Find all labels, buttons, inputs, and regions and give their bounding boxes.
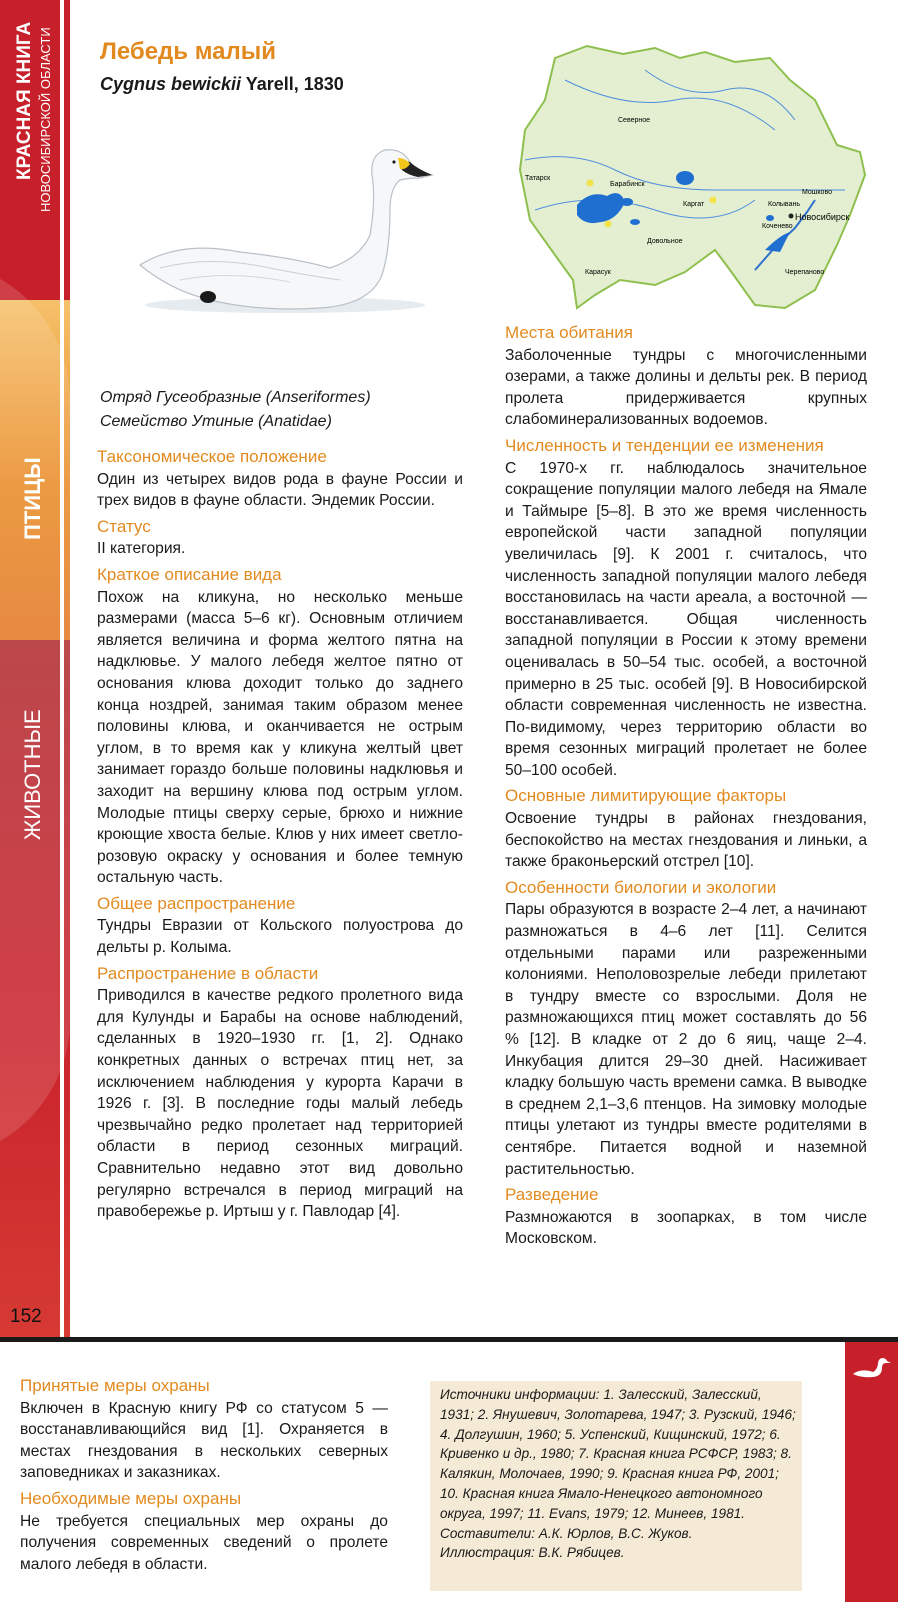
species-scientific-name — [100, 74, 344, 95]
section-heading: Основные лимитирующие факторы — [505, 786, 787, 806]
swan-logo-icon — [851, 1356, 893, 1380]
record-dot-3 — [710, 197, 717, 204]
section-text: Включен в Красную книгу РФ со статусом 5 — восстанавливающийся вид [1]. Охраняется в местах гнездования в нескольких северных заповедниках и заказниках. — [20, 1399, 388, 1482]
section-animals-label: ЖИВОТНЫЕ — [20, 709, 45, 840]
section-text: Тундры Евразии от Кольского полуострова до дельты р. Колыма. — [97, 917, 463, 957]
section-heading: Разведение — [505, 1185, 599, 1205]
section-text: Пары образуются в возрасте 2–4 лет, а начинают размножаться в 4–6 лет [11]. Селится отдельными парами или разреженными колониями. Неполовозрелые лебеди прилетают в тундру вместе со взрослыми. Доля не размножающихся птиц может составлять до 56 % [12]. В кладке от 2 до 6 яиц, чаще 2–4. Инкубация длится 29–30 дней. Насиживает кладку большую часть времени самка. В выводке в среднем 2,1–3,6 птенцов. На зимовку молодые птицы улетают из тундры вместе родителями в сентябре. Питается водной и наземной растительностью. — [505, 901, 867, 1178]
lake-1 — [676, 171, 694, 185]
book-region: НОВОСИБИРСКОЙ ОБЛАСТИ — [38, 27, 53, 212]
map-label: Северное — [618, 117, 651, 124]
compilers: Составители: А.К. Юрлов, В.С. Жуков. — [440, 1525, 693, 1541]
latin-name: Cygnus bewickii — [100, 74, 242, 94]
family-line: Семейство Утиные (Anatidae) — [100, 413, 332, 430]
bottom-left-column — [20, 1371, 388, 1575]
section-text: Приводился в качестве редкого пролетного вида для Кулунды и Барабы на основе наблюдений, сделанных в 1920–1930 гг. [1, 2]. Однако конкретных данных о встречах птиц нет, за исключением наблюдения у курорта Карачи в 1926 г. [3]. В последние годы малый лебедь чрезвычайно редко пролетает над территорией области в период сезонных миграций. Сравнительно недавно этот вид довольно регулярно встречался в период миграций на правобережье р. Иртыш у г. Павлодар [4]. — [97, 987, 463, 1221]
swan-eye — [392, 160, 395, 163]
map-label: Татарск — [525, 175, 551, 182]
section-heading: Особенности биологии и экологии — [505, 877, 777, 897]
section-text: Размножаются в зоопарках, в том числе Московском. — [505, 1208, 867, 1248]
lake-3 — [630, 219, 640, 225]
species-author: Yarell, 1830 — [245, 74, 344, 94]
section-heading: Принятые меры охраны — [20, 1376, 210, 1395]
map-label: Мошково — [802, 189, 832, 196]
section-birds-label: ПТИЦЫ — [20, 457, 45, 540]
section-heading: Таксономическое положение — [97, 447, 327, 466]
section-heading: Распространение в области — [97, 963, 319, 983]
left-column — [97, 442, 463, 1223]
section-text: Похож на кликуна, но несколько меньше размерами (масса 5–6 кг). Основным отличием является величина и форма желтого пятна на надклювье. У малого лебедя желтое пятно от основания клюва доходит только до заднего конца ноздрей, занимая таким образом менее половины клюва, и оканчивается не острым углом, в то время как у кликуна желтый цвет занимает гораздо больше половины надклювья и заходит на вершину клюва под острым углом. Молодые птицы сверху серые, брюхо и нижние кроющие хвоста белые. Клюв у них имеет светло-розовую окраску у основания и более темную остальную часть. — [97, 588, 463, 887]
sidebar-divider — [60, 0, 64, 1337]
map-label: Довольное — [647, 238, 683, 245]
page-number: 152 — [10, 1306, 42, 1327]
section-text: Освоение тундры в районах гнездования, беспокойство на местах гнездования и линьки, а также браконьерский отстрел [10]. — [505, 810, 867, 871]
sources-list: Источники информации: 1. Залесский, Залесский, 1931; 2. Янушевич, Золотарева, 1947; 3. Рузский, 1946; 4. Долгушин, 1960; 5. Успенский, Кищинский, 1972; 6. Кривенко и др., 1980; 7. Красная книга РСФСР, 1983; 8. Калякин, Молочаев, 1990; 9. Красная книга РФ, 2001; 10. Красная книга Ямало-Ненецкого автономного округа, 1997; 11. Evans, 1979; 12. Минеев, 1981. — [440, 1387, 796, 1521]
map-label: Карасук — [585, 269, 611, 276]
map-label: Новосибирск — [795, 212, 850, 222]
book-title: КРАСНАЯ КНИГА — [14, 21, 35, 180]
record-dot-2 — [605, 221, 612, 228]
lake-4 — [766, 215, 774, 221]
distribution-map — [515, 40, 890, 318]
novosibirsk-marker — [789, 214, 794, 219]
map-label: Каргат — [683, 201, 705, 208]
bottom-red-tab — [845, 1342, 898, 1602]
section-heading: Общее распространение — [97, 893, 296, 913]
section-heading: Статус — [97, 516, 151, 536]
section-text: С 1970-х гг. наблюдалось значительное сокращение популяции малого лебедя на Ямале и Таймыре [5–8]. В это же время численность европейской части западной популяции увеличилась [9]. К 2001 г. считалось, что численность западной популяции малого лебедя восстановилась на части ареала, а восточной — восстанавливается. Общая численность западной популяции в России к этому времени оценивалась в 50–54 тыс. особей, а восточной примерно в 25 тыс. особей [9]. В Новосибирской области современная численность не известна. По-видимому, через территорию области во время сезонных миграций пролетает не более 50–100 особей. — [505, 459, 867, 779]
order-line: Отряд Гусеобразные (Anseriformes) — [100, 389, 371, 406]
record-dot-1 — [587, 180, 594, 187]
map-label: Черепаново — [785, 269, 825, 276]
swan-foot — [200, 291, 216, 303]
map-label: Колывань — [768, 201, 800, 208]
section-heading: Места обитания — [505, 323, 633, 342]
section-text: Один из четырех видов рода в фауне России и трех видов в фауне области. Эндемик России. — [97, 470, 463, 510]
right-column — [505, 318, 867, 1250]
swan-illustration — [120, 140, 440, 325]
map-label: Барабинск — [610, 181, 645, 188]
taxonomy-block — [100, 386, 371, 434]
species-title: Лебедь малый — [100, 38, 276, 65]
section-heading: Краткое описание вида — [97, 564, 282, 584]
swan-body — [140, 150, 432, 309]
map-label: Коченево — [762, 223, 793, 230]
section-heading: Необходимые меры охраны — [20, 1488, 242, 1508]
illustration-credit: Иллюстрация: В.К. Рябицев. — [440, 1545, 625, 1561]
section-text: Заболоченные тундры с многочисленными озерами, а также долины и дельты рек. В период пролета придерживается крупных слабоминерализованных водоемов. — [505, 346, 867, 429]
section-heading: Численность и тенденции ее изменения — [505, 435, 824, 455]
sources-text-block — [440, 1385, 798, 1563]
section-text: Не требуется специальных мер охраны до получения современных сведений о пролете малого лебедя в области. — [20, 1512, 388, 1573]
section-text: II категория. — [97, 540, 186, 558]
lake-2 — [621, 198, 633, 206]
